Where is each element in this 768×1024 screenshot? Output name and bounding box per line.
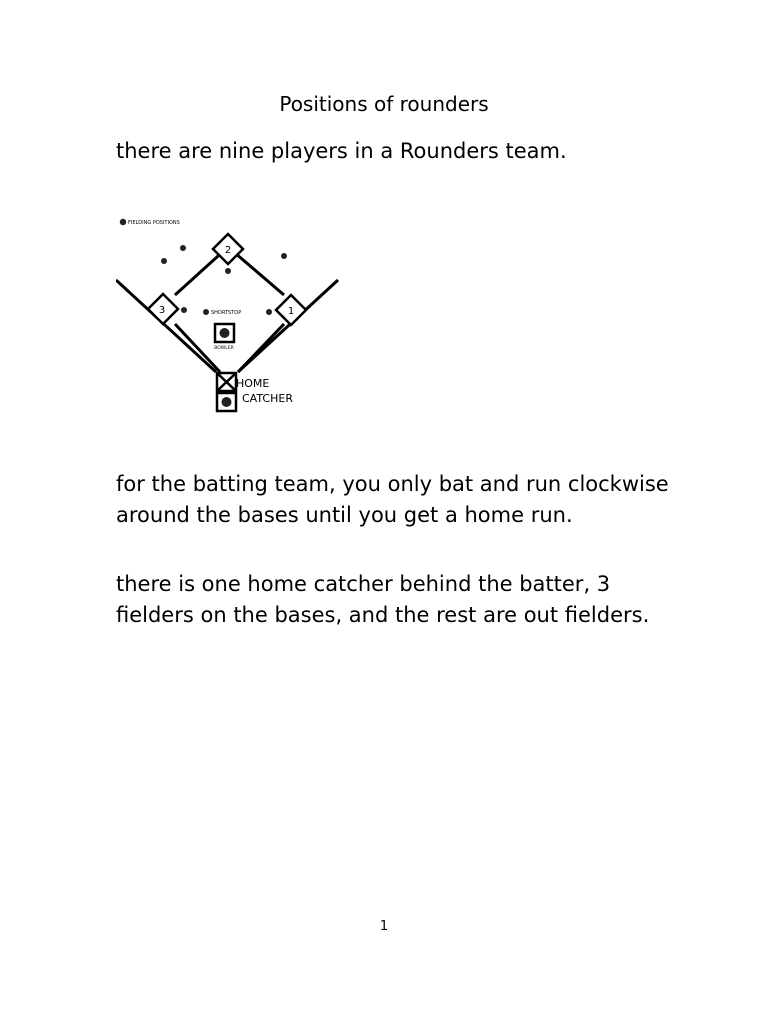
fielder-dot-icon (225, 268, 231, 274)
catcher-label: CATCHER (242, 392, 293, 405)
rounders-field-diagram (116, 212, 340, 418)
paragraph-intro: there are nine players in a Rounders team. (116, 139, 567, 163)
page-title: Positions of rounders (279, 92, 489, 116)
catcher-ball-icon (222, 397, 232, 407)
bowler-label: BOWLER (214, 346, 234, 351)
fielder-dot-icon (203, 309, 209, 315)
fielder-dot-icon (181, 307, 187, 313)
diamond-line-1-to-home (238, 324, 284, 372)
bowler-ball-icon (220, 328, 230, 338)
legend-label: FIELDING POSITIONS (128, 220, 180, 226)
paragraph-batting: for the batting team, you only bat and run clockwise around the bases until you get a home run. (116, 472, 669, 527)
base-2-label: 2 (224, 245, 232, 256)
legend-dot-icon (120, 219, 126, 225)
fielder-dot-icon (180, 245, 186, 251)
home-label: HOME (236, 377, 270, 390)
base-1-label: 1 (287, 306, 295, 317)
fielder-dot-icon (266, 309, 272, 315)
page-number: 1 (379, 919, 389, 934)
paragraph-fielding: there is one home catcher behind the batter, 3 fielders on the bases, and the rest are out fielders. (116, 572, 650, 627)
foul-line-left (116, 280, 216, 372)
fielder-dot-icon (281, 253, 287, 259)
shortstop-label: SHORTSTOP (211, 310, 242, 316)
diamond-line-3-to-home (175, 324, 220, 372)
base-3-label: 3 (158, 305, 166, 316)
fielder-dot-icon (161, 258, 167, 264)
